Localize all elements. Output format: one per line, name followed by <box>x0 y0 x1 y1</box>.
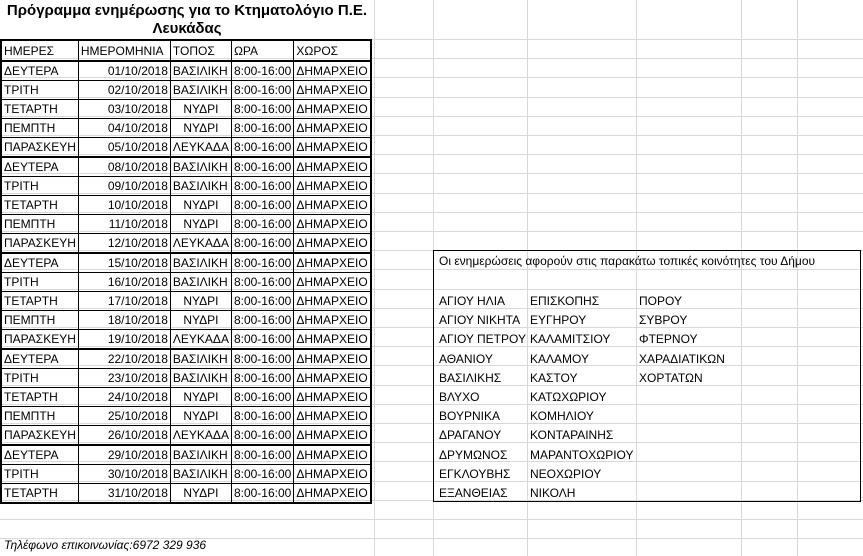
place-cell: ΒΑΣΙΛΙΚΗ <box>170 177 231 196</box>
venue-cell: ΔΗΜΑΡΧΕΙΟ <box>294 215 371 234</box>
date-cell: 30/10/2018 <box>78 465 170 484</box>
time-cell: 8:00-16:00 <box>231 273 293 292</box>
date-cell: 29/10/2018 <box>78 445 170 465</box>
place-cell: ΒΑΣΙΛΙΚΗ <box>170 465 231 484</box>
communities-heading: Οι ενημερώσεις αφορούν στις παρακάτω τοπικές κοινότητες του Δήμου <box>439 254 816 268</box>
community-name: ΜΑΡΑΝΤΟΧΩΡΙΟΥ <box>530 447 634 462</box>
community-name: ΑΓΙΟΥ ΗΛΙΑ <box>439 294 506 308</box>
time-cell: 8:00-16:00 <box>231 369 293 388</box>
venue-cell: ΔΗΜΑΡΧΕΙΟ <box>294 177 371 196</box>
community-name: ΕΞΑΝΘΕΙΑΣ <box>439 485 508 500</box>
date-cell: 18/10/2018 <box>78 311 170 330</box>
community-name: ΚΑΣΤΟΥ <box>530 370 578 385</box>
table-row <box>1 61 371 81</box>
community-name: ΑΓΙΟΥ ΠΕΤΡΟΥ <box>439 332 526 347</box>
place-cell: ΒΑΣΙΛΙΚΗ <box>170 253 231 273</box>
venue-cell: ΔΗΜΑΡΧΕΙΟ <box>294 445 371 465</box>
day-cell: ΔΕΥΤΕΡΑ <box>1 157 78 177</box>
column-header: ΩΡΑ <box>231 40 293 61</box>
communities-column-2 <box>530 292 634 503</box>
date-cell: 04/10/2018 <box>78 119 170 138</box>
community-name: ΝΙΚΟΛΗ <box>530 485 576 500</box>
time-cell: 8:00-16:00 <box>231 119 293 138</box>
day-cell: ΔΕΥΤΕΡΑ <box>1 445 78 465</box>
venue-cell: ΔΗΜΑΡΧΕΙΟ <box>294 407 371 426</box>
day-cell: ΤΡΙΤΗ <box>1 177 78 196</box>
place-cell: ΒΑΣΙΛΙΚΗ <box>170 369 231 388</box>
day-cell: ΤΡΙΤΗ <box>1 369 78 388</box>
table-row <box>1 253 371 273</box>
day-cell: ΤΕΤΑΡΤΗ <box>1 484 78 504</box>
time-cell: 8:00-16:00 <box>231 407 293 426</box>
community-name: ΑΘΑΝΙΟΥ <box>439 351 493 366</box>
date-cell: 10/10/2018 <box>78 196 170 215</box>
day-cell: ΔΕΥΤΕΡΑ <box>1 61 78 81</box>
community-name: ΚΑΤΩΧΩΡΙΟΥ <box>530 389 607 404</box>
table-row <box>1 330 371 350</box>
date-cell: 17/10/2018 <box>78 292 170 311</box>
place-cell: ΝΥΔΡΙ <box>170 292 231 311</box>
day-cell: ΔΕΥΤΕΡΑ <box>1 349 78 369</box>
time-cell: 8:00-16:00 <box>231 215 293 234</box>
table-row <box>1 388 371 407</box>
community-name: ΕΥΓΗΡΟΥ <box>530 313 587 328</box>
schedule-table <box>0 39 372 504</box>
table-row <box>1 273 371 292</box>
page-title: Πρόγραμμα ενημέρωσης για το Κτηματολόγιο Π.Ε. Λευκάδας <box>6 2 368 37</box>
time-cell: 8:00-16:00 <box>231 330 293 350</box>
column-header: ΗΜΕΡΕΣ <box>1 40 78 61</box>
communities-column-1 <box>439 292 526 503</box>
venue-cell: ΔΗΜΑΡΧΕΙΟ <box>294 234 371 254</box>
date-cell: 02/10/2018 <box>78 81 170 100</box>
table-row <box>1 177 371 196</box>
table-row <box>1 100 371 119</box>
community-name: ΚΑΛΑΜΟΥ <box>530 351 589 366</box>
date-cell: 26/10/2018 <box>78 426 170 446</box>
venue-cell: ΔΗΜΑΡΧΕΙΟ <box>294 273 371 292</box>
place-cell: ΒΑΣΙΛΙΚΗ <box>170 157 231 177</box>
time-cell: 8:00-16:00 <box>231 138 293 158</box>
place-cell: ΛΕΥΚΑΔΑ <box>170 138 231 158</box>
place-cell: ΒΑΣΙΛΙΚΗ <box>170 61 231 81</box>
place-cell: ΛΕΥΚΑΔΑ <box>170 234 231 254</box>
community-name: ΣΥΒΡΟΥ <box>639 313 688 328</box>
day-cell: ΠΑΡΑΣΚΕΥΗ <box>1 426 78 446</box>
time-cell: 8:00-16:00 <box>231 426 293 446</box>
time-cell: 8:00-16:00 <box>231 100 293 119</box>
venue-cell: ΔΗΜΑΡΧΕΙΟ <box>294 100 371 119</box>
table-row <box>1 407 371 426</box>
place-cell: ΒΑΣΙΛΙΚΗ <box>170 273 231 292</box>
column-header: ΗΜΕΡΟΜΗΝΙΑ <box>78 40 170 61</box>
day-cell: ΤΕΤΑΡΤΗ <box>1 196 78 215</box>
time-cell: 8:00-16:00 <box>231 61 293 81</box>
table-header-row <box>1 40 371 61</box>
day-cell: ΤΕΤΑΡΤΗ <box>1 292 78 311</box>
communities-column-3 <box>639 292 725 388</box>
table-row <box>1 81 371 100</box>
table-row <box>1 369 371 388</box>
date-cell: 09/10/2018 <box>78 177 170 196</box>
table-row <box>1 349 371 369</box>
place-cell: ΒΑΣΙΛΙΚΗ <box>170 445 231 465</box>
time-cell: 8:00-16:00 <box>231 196 293 215</box>
time-cell: 8:00-16:00 <box>231 349 293 369</box>
time-cell: 8:00-16:00 <box>231 253 293 273</box>
day-cell: ΤΡΙΤΗ <box>1 465 78 484</box>
venue-cell: ΔΗΜΑΡΧΕΙΟ <box>294 369 371 388</box>
date-cell: 24/10/2018 <box>78 388 170 407</box>
day-cell: ΠΑΡΑΣΚΕΥΗ <box>1 138 78 158</box>
community-name: ΧΟΡΤΑΤΩΝ <box>639 370 703 385</box>
community-name: ΒΟΥΡΝΙΚΑ <box>439 409 500 424</box>
place-cell: ΝΥΔΡΙ <box>170 388 231 407</box>
date-cell: 11/10/2018 <box>78 215 170 234</box>
day-cell: ΤΡΙΤΗ <box>1 273 78 292</box>
table-row <box>1 484 371 504</box>
table-row <box>1 119 371 138</box>
time-cell: 8:00-16:00 <box>231 81 293 100</box>
time-cell: 8:00-16:00 <box>231 445 293 465</box>
date-cell: 16/10/2018 <box>78 273 170 292</box>
venue-cell: ΔΗΜΑΡΧΕΙΟ <box>294 484 371 504</box>
venue-cell: ΔΗΜΑΡΧΕΙΟ <box>294 426 371 446</box>
place-cell: ΝΥΔΡΙ <box>170 196 231 215</box>
column-header: ΧΩΡΟΣ <box>294 40 371 61</box>
table-row <box>1 215 371 234</box>
day-cell: ΠΕΜΠΤΗ <box>1 215 78 234</box>
place-cell: ΝΥΔΡΙ <box>170 100 231 119</box>
venue-cell: ΔΗΜΑΡΧΕΙΟ <box>294 119 371 138</box>
day-cell: ΤΕΤΑΡΤΗ <box>1 100 78 119</box>
day-cell: ΠΑΡΑΣΚΕΥΗ <box>1 330 78 350</box>
time-cell: 8:00-16:00 <box>231 234 293 254</box>
time-cell: 8:00-16:00 <box>231 177 293 196</box>
community-name: ΚΟΜΗΛΙΟΥ <box>530 409 594 424</box>
table-row <box>1 138 371 158</box>
community-name: ΚΟΝΤΑΡΑΙΝΗΣ <box>530 428 614 443</box>
community-name: ΕΠΙΣΚΟΠΗΣ <box>530 294 600 308</box>
communities-box <box>433 250 861 502</box>
place-cell: ΒΑΣΙΛΙΚΗ <box>170 349 231 369</box>
date-cell: 01/10/2018 <box>78 61 170 81</box>
day-cell: ΠΕΜΠΤΗ <box>1 119 78 138</box>
day-cell: ΠΕΜΠΤΗ <box>1 407 78 426</box>
community-name: ΒΑΣΙΛΙΚΗΣ <box>439 370 502 385</box>
date-cell: 19/10/2018 <box>78 330 170 350</box>
table-row <box>1 292 371 311</box>
table-row <box>1 157 371 177</box>
venue-cell: ΔΗΜΑΡΧΕΙΟ <box>294 330 371 350</box>
venue-cell: ΔΗΜΑΡΧΕΙΟ <box>294 157 371 177</box>
venue-cell: ΔΗΜΑΡΧΕΙΟ <box>294 465 371 484</box>
table-row <box>1 465 371 484</box>
community-name: ΕΓΚΛΟΥΒΗΣ <box>439 466 511 481</box>
day-cell: ΤΡΙΤΗ <box>1 81 78 100</box>
venue-cell: ΔΗΜΑΡΧΕΙΟ <box>294 253 371 273</box>
time-cell: 8:00-16:00 <box>231 465 293 484</box>
date-cell: 05/10/2018 <box>78 138 170 158</box>
venue-cell: ΔΗΜΑΡΧΕΙΟ <box>294 81 371 100</box>
community-name: ΝΕΟΧΩΡΙΟΥ <box>530 466 602 481</box>
venue-cell: ΔΗΜΑΡΧΕΙΟ <box>294 292 371 311</box>
date-cell: 25/10/2018 <box>78 407 170 426</box>
place-cell: ΝΥΔΡΙ <box>170 311 231 330</box>
place-cell: ΛΕΥΚΑΔΑ <box>170 330 231 350</box>
date-cell: 03/10/2018 <box>78 100 170 119</box>
table-row <box>1 445 371 465</box>
date-cell: 23/10/2018 <box>78 369 170 388</box>
venue-cell: ΔΗΜΑΡΧΕΙΟ <box>294 311 371 330</box>
venue-cell: ΔΗΜΑΡΧΕΙΟ <box>294 138 371 158</box>
place-cell: ΝΥΔΡΙ <box>170 407 231 426</box>
time-cell: 8:00-16:00 <box>231 292 293 311</box>
table-row <box>1 311 371 330</box>
day-cell: ΤΕΤΑΡΤΗ <box>1 388 78 407</box>
place-cell: ΛΕΥΚΑΔΑ <box>170 426 231 446</box>
date-cell: 15/10/2018 <box>78 253 170 273</box>
community-name: ΔΡΑΓΑΝΟΥ <box>439 428 502 443</box>
date-cell: 31/10/2018 <box>78 484 170 504</box>
place-cell: ΒΑΣΙΛΙΚΗ <box>170 81 231 100</box>
time-cell: 8:00-16:00 <box>231 484 293 504</box>
community-name: ΒΛΥΧΟ <box>439 389 480 404</box>
time-cell: 8:00-16:00 <box>231 157 293 177</box>
date-cell: 08/10/2018 <box>78 157 170 177</box>
place-cell: ΝΥΔΡΙ <box>170 484 231 504</box>
date-cell: 22/10/2018 <box>78 349 170 369</box>
date-cell: 12/10/2018 <box>78 234 170 254</box>
venue-cell: ΔΗΜΑΡΧΕΙΟ <box>294 196 371 215</box>
day-cell: ΠΑΡΑΣΚΕΥΗ <box>1 234 78 254</box>
community-name: ΑΓΙΟΥ ΝΙΚΗΤΑ <box>439 313 521 328</box>
column-header: ΤΟΠΟΣ <box>170 40 231 61</box>
table-row <box>1 426 371 446</box>
time-cell: 8:00-16:00 <box>231 311 293 330</box>
community-name: ΠΟΡΟΥ <box>639 294 682 308</box>
venue-cell: ΔΗΜΑΡΧΕΙΟ <box>294 61 371 81</box>
place-cell: ΝΥΔΡΙ <box>170 215 231 234</box>
day-cell: ΔΕΥΤΕΡΑ <box>1 253 78 273</box>
place-cell: ΝΥΔΡΙ <box>170 119 231 138</box>
community-name: ΦΤΕΡΝΟΥ <box>639 332 698 347</box>
time-cell: 8:00-16:00 <box>231 388 293 407</box>
venue-cell: ΔΗΜΑΡΧΕΙΟ <box>294 388 371 407</box>
table-row <box>1 234 371 254</box>
day-cell: ΠΕΜΠΤΗ <box>1 311 78 330</box>
venue-cell: ΔΗΜΑΡΧΕΙΟ <box>294 349 371 369</box>
table-row <box>1 196 371 215</box>
community-name: ΧΑΡΑΔΙΑΤΙΚΩΝ <box>639 351 725 366</box>
community-name: ΔΡΥΜΩΝΟΣ <box>439 447 508 462</box>
contact-phone: Τηλέφωνο επικοινωνίας:6972 329 936 <box>4 538 207 552</box>
community-name: ΚΑΛΑΜΙΤΣΙΟΥ <box>530 332 611 347</box>
